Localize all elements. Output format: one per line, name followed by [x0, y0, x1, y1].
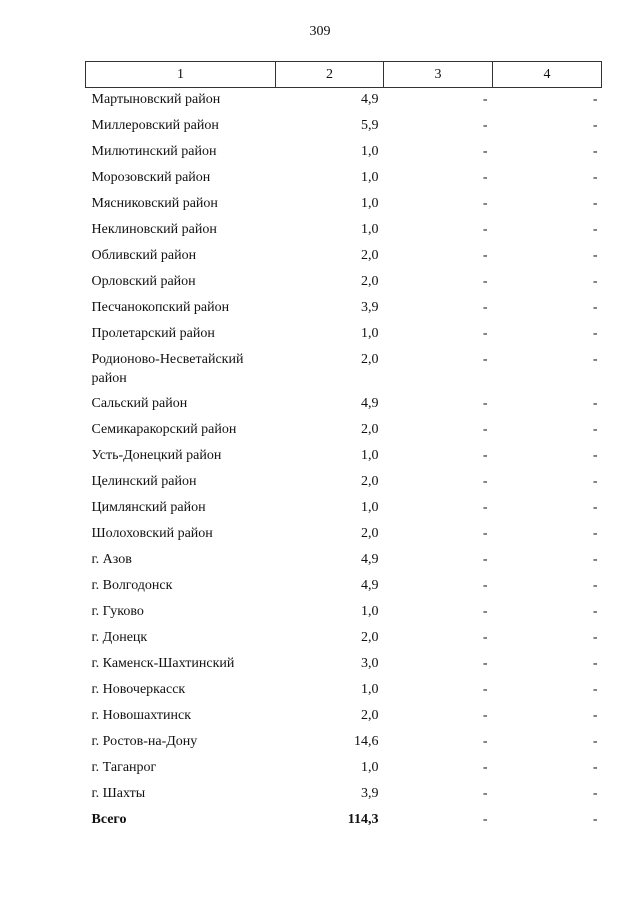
- column-header-2: 2: [276, 62, 384, 88]
- column-2-value-cell: 4,9: [361, 395, 379, 411]
- column-4-value-cell: -: [592, 733, 598, 749]
- column-3-value-cell: -: [482, 551, 488, 567]
- column-3-value-cell: -: [482, 577, 488, 593]
- table-row: [86, 782, 602, 808]
- table-row: [86, 392, 602, 418]
- column-3-value-cell: -: [482, 707, 488, 723]
- table-row: [86, 626, 602, 652]
- column-2-value-cell: 1,0: [361, 603, 379, 619]
- column-4-value-cell: -: [592, 447, 598, 463]
- column-4-value-cell: -: [592, 117, 598, 133]
- table-row: [86, 322, 602, 348]
- column-4-value-cell: -: [592, 811, 598, 827]
- column-2-value-cell: 1,0: [361, 143, 379, 159]
- column-4-value-cell: -: [592, 577, 598, 593]
- column-2-value-cell: 1,0: [361, 681, 379, 697]
- column-3-value-cell: -: [482, 299, 488, 315]
- column-2-value-cell: 1,0: [361, 169, 379, 185]
- municipality-name-cell: Неклиновский район: [91, 221, 217, 237]
- table-row: [86, 244, 602, 270]
- table-row: [86, 652, 602, 678]
- column-2-value-cell: 1,0: [361, 447, 379, 463]
- column-3-value-cell: -: [482, 395, 488, 411]
- column-4-value-cell: -: [592, 499, 598, 515]
- table-row: [86, 470, 602, 496]
- municipality-name-cell: г. Новочеркасск: [91, 681, 186, 697]
- column-3-value-cell: -: [482, 811, 488, 827]
- municipality-name-cell: Милютинский район: [91, 143, 217, 159]
- column-header-4: 4: [493, 62, 602, 88]
- column-2-value-cell: 5,9: [361, 117, 379, 133]
- column-4-value-cell: -: [592, 551, 598, 567]
- column-4-value-cell: -: [592, 655, 598, 671]
- municipality-name-cell: Мартыновский район: [91, 92, 221, 107]
- municipality-name-cell: Родионово-Несветайский район: [91, 351, 244, 386]
- column-2-value-cell: 4,9: [361, 92, 379, 107]
- municipality-name-cell: г. Новошахтинск: [91, 707, 192, 723]
- column-4-value-cell: -: [592, 395, 598, 411]
- municipality-name-cell: Цимлянский район: [91, 499, 206, 515]
- table-row: [86, 522, 602, 548]
- column-3-value-cell: -: [482, 785, 488, 801]
- column-2-value-cell: 2,0: [361, 247, 379, 263]
- column-2-value-cell: 1,0: [361, 759, 379, 775]
- column-2-value-cell: 14,6: [354, 733, 379, 749]
- municipality-name-cell: Усть-Донецкий район: [91, 447, 222, 463]
- column-2-value-cell: 2,0: [361, 273, 379, 289]
- municipality-name-cell: г. Каменск-Шахтинский: [91, 655, 235, 671]
- municipality-name-cell: г. Азов: [91, 551, 132, 567]
- municipality-name-cell: г. Шахты: [91, 785, 146, 801]
- table-row: [86, 600, 602, 626]
- municipality-name-cell: г. Ростов-на-Дону: [91, 733, 198, 749]
- table-row: [86, 704, 602, 730]
- column-2-value-cell: 2,0: [361, 525, 379, 541]
- column-4-value-cell: -: [592, 351, 598, 367]
- column-3-value-cell: -: [482, 92, 488, 107]
- table-row: [86, 192, 602, 218]
- column-4-value-cell: -: [592, 707, 598, 723]
- column-2-value-cell: 3,9: [361, 299, 379, 315]
- column-4-value-cell: -: [592, 603, 598, 619]
- column-2-value-cell: 4,9: [361, 551, 379, 567]
- column-3-value-cell: -: [482, 325, 488, 341]
- column-2-value-cell: 2,0: [361, 707, 379, 723]
- municipality-name-cell: Песчанокопский район: [91, 299, 230, 315]
- municipality-name-cell: Мясниковский район: [91, 195, 218, 211]
- column-3-value-cell: -: [482, 603, 488, 619]
- municipality-name-cell: Орловский район: [91, 273, 196, 289]
- table-body: [86, 88, 602, 834]
- column-3-value-cell: -: [482, 421, 488, 437]
- column-4-value-cell: -: [592, 325, 598, 341]
- column-4-value-cell: -: [592, 273, 598, 289]
- table-row: [86, 166, 602, 192]
- table-row: [86, 418, 602, 444]
- column-3-value-cell: -: [482, 143, 488, 159]
- column-3-value-cell: -: [482, 629, 488, 645]
- column-2-value-cell: 1,0: [361, 325, 379, 341]
- table-row: [86, 548, 602, 574]
- table-row: [86, 270, 602, 296]
- municipality-name-cell: Шолоховский район: [91, 525, 213, 541]
- column-2-value-cell: 4,9: [361, 577, 379, 593]
- column-4-value-cell: -: [592, 473, 598, 489]
- column-3-value-cell: -: [482, 733, 488, 749]
- column-2-value-cell: 2,0: [361, 629, 379, 645]
- column-3-value-cell: -: [482, 247, 488, 263]
- column-3-value-cell: -: [482, 759, 488, 775]
- allocation-table: [85, 61, 602, 834]
- column-header-3: 3: [384, 62, 493, 88]
- column-2-value-cell: 1,0: [361, 499, 379, 515]
- municipality-name-cell: г. Гуково: [91, 603, 144, 619]
- column-4-value-cell: -: [592, 785, 598, 801]
- column-2-value-cell: 114,3: [347, 811, 379, 827]
- column-4-value-cell: -: [592, 681, 598, 697]
- municipality-name-cell: Пролетарский район: [91, 325, 215, 341]
- municipality-name-cell: Семикаракорский район: [91, 421, 237, 437]
- column-header-1: 1: [86, 62, 276, 88]
- table-row: [86, 140, 602, 166]
- column-2-value-cell: 2,0: [361, 473, 379, 489]
- column-4-value-cell: -: [592, 195, 598, 211]
- column-3-value-cell: -: [482, 681, 488, 697]
- total-row: [86, 808, 602, 834]
- column-3-value-cell: -: [482, 525, 488, 541]
- municipality-name-cell: Обливский район: [91, 247, 197, 263]
- column-3-value-cell: -: [482, 195, 488, 211]
- municipality-name-cell: Морозовский район: [91, 169, 211, 185]
- column-2-value-cell: 2,0: [361, 351, 379, 367]
- column-3-value-cell: -: [482, 351, 488, 367]
- table-row: [86, 756, 602, 782]
- column-4-value-cell: -: [592, 525, 598, 541]
- table-row: [86, 348, 602, 392]
- column-3-value-cell: -: [482, 499, 488, 515]
- table-row: [86, 296, 602, 322]
- municipality-name-cell: Целинский район: [91, 473, 197, 489]
- column-3-value-cell: -: [482, 273, 488, 289]
- table-header-row: [86, 62, 602, 88]
- column-2-value-cell: 1,0: [361, 195, 379, 211]
- column-4-value-cell: -: [592, 221, 598, 237]
- municipality-name-cell: г. Таганрог: [91, 759, 157, 775]
- column-4-value-cell: -: [592, 299, 598, 315]
- table-row: [86, 678, 602, 704]
- column-3-value-cell: -: [482, 221, 488, 237]
- table-row: [86, 730, 602, 756]
- column-2-value-cell: 2,0: [361, 421, 379, 437]
- table-row: [86, 496, 602, 522]
- column-2-value-cell: 3,9: [361, 785, 379, 801]
- column-3-value-cell: -: [482, 169, 488, 185]
- column-4-value-cell: -: [592, 92, 598, 107]
- municipality-name-cell: г. Донецк: [91, 629, 148, 645]
- page-number: 309: [309, 24, 331, 39]
- column-2-value-cell: 1,0: [361, 221, 379, 237]
- column-4-value-cell: -: [592, 143, 598, 159]
- table-row: [86, 574, 602, 600]
- table-row: [86, 444, 602, 470]
- municipality-name-cell: г. Волгодонск: [91, 577, 173, 593]
- column-2-value-cell: 3,0: [361, 655, 379, 671]
- column-3-value-cell: -: [482, 117, 488, 133]
- column-4-value-cell: -: [592, 421, 598, 437]
- column-4-value-cell: -: [592, 759, 598, 775]
- column-3-value-cell: -: [482, 473, 488, 489]
- column-4-value-cell: -: [592, 629, 598, 645]
- municipality-name-cell: Миллеровский район: [91, 117, 219, 133]
- table-row: [86, 114, 602, 140]
- table-row: [86, 88, 602, 114]
- column-4-value-cell: -: [592, 169, 598, 185]
- table-row: [86, 218, 602, 244]
- municipality-name-cell: Всего: [91, 811, 127, 827]
- column-3-value-cell: -: [482, 447, 488, 463]
- column-4-value-cell: -: [592, 247, 598, 263]
- municipality-name-cell: Сальский район: [91, 395, 188, 411]
- column-3-value-cell: -: [482, 655, 488, 671]
